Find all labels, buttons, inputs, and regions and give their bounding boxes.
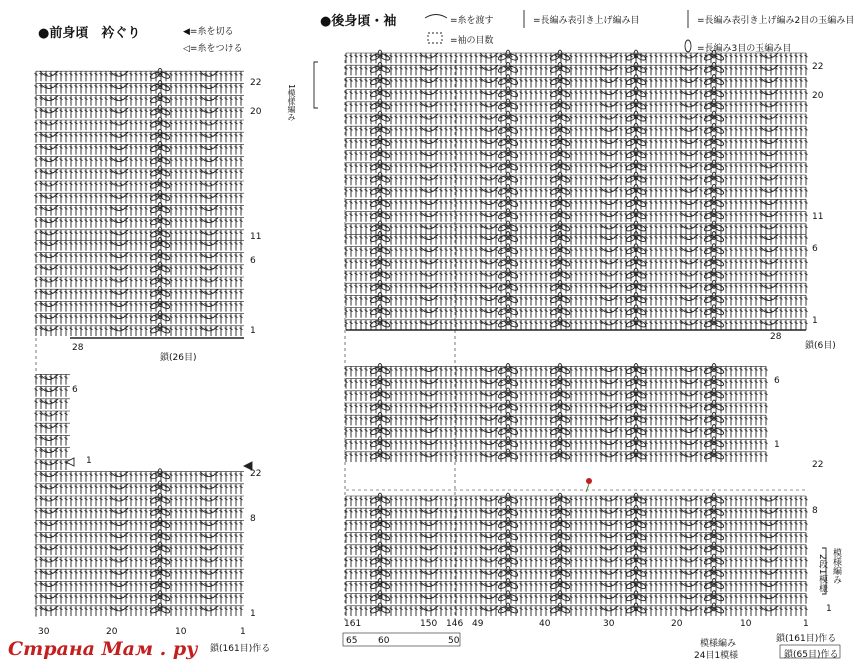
front-top-loop (110, 120, 128, 125)
front-bottom-loop (40, 484, 58, 489)
front-mid-loop (110, 314, 128, 319)
back-top-loop (760, 187, 778, 192)
front-neck-loop (40, 411, 58, 416)
front-top-loop (40, 108, 58, 113)
back-top-loop (760, 163, 778, 168)
front-bottom-loop (40, 472, 58, 477)
front-bottom-loop (200, 581, 218, 586)
back-top-loop (600, 224, 618, 229)
front-top-loop (110, 132, 128, 137)
front-bottom-loop (200, 557, 218, 562)
front-top-loop (110, 218, 128, 223)
front-top-loop (40, 71, 58, 76)
front-top-loop (110, 144, 128, 149)
front-bottom-loop (110, 533, 128, 538)
front-bottom-loop (200, 533, 218, 538)
front-top-loop (200, 169, 218, 174)
front-bottom-loop (200, 484, 218, 489)
front-top-loop (110, 96, 128, 101)
front-bottom-loop (200, 496, 218, 501)
front-mid-loop (110, 289, 128, 294)
front-bottom-loop (200, 569, 218, 574)
front-mid-loop (110, 253, 128, 258)
back-top-loop (600, 151, 618, 156)
back-top-loop (480, 138, 498, 143)
front-bottom-loop (200, 606, 218, 611)
back-top-loop (480, 224, 498, 229)
front-neck-loop (40, 460, 58, 465)
front-top-loop (40, 218, 58, 223)
back-top-loop (760, 199, 778, 204)
back-top-loop (600, 138, 618, 143)
front-top-loop (110, 108, 128, 113)
back-top-loop (680, 151, 698, 156)
front-mid-loop (200, 326, 218, 331)
front-neck-loop (40, 435, 58, 440)
front-mid-loop (110, 240, 128, 245)
front-bottom-loop (200, 520, 218, 525)
front-top-loop (110, 83, 128, 88)
front-mid-loop (200, 253, 218, 258)
front-top-loop (200, 193, 218, 198)
front-mid-loop (110, 301, 128, 306)
front-mid-loop (40, 314, 58, 319)
front-mid-loop (40, 277, 58, 282)
back-top-loop (680, 138, 698, 143)
front-top-loop (40, 193, 58, 198)
front-bottom-loop (40, 508, 58, 513)
front-top-loop (110, 205, 128, 210)
back-top-loop (760, 175, 778, 180)
front-top-loop (40, 181, 58, 186)
back-top-loop (600, 175, 618, 180)
front-mid-loop (200, 277, 218, 282)
front-bottom-loop (110, 557, 128, 562)
front-bottom-loop (110, 606, 128, 611)
front-neck-loop (40, 387, 58, 392)
front-bottom-loop (110, 484, 128, 489)
back-top-loop (420, 187, 438, 192)
front-bottom-loop (110, 472, 128, 477)
front-top-loop (200, 181, 218, 186)
front-mid-loop (110, 265, 128, 270)
front-bottom-loop (110, 545, 128, 550)
front-top-loop (40, 132, 58, 137)
front-mid-loop (200, 314, 218, 319)
back-top-loop (480, 187, 498, 192)
front-bottom-loop (110, 594, 128, 599)
back-top-loop (680, 199, 698, 204)
back-top-loop (760, 138, 778, 143)
front-mid-loop (40, 265, 58, 270)
front-top-loop (200, 83, 218, 88)
front-mid-loop (110, 277, 128, 282)
front-mid-loop (40, 289, 58, 294)
front-bottom-loop (40, 496, 58, 501)
back-top-loop (420, 224, 438, 229)
front-neck-loop (40, 374, 58, 379)
front-mid-loop (200, 240, 218, 245)
front-top-loop (200, 218, 218, 223)
front-bottom-loop (40, 533, 58, 538)
front-bottom-loop (40, 545, 58, 550)
front-top-loop (200, 144, 218, 149)
front-neck-loop (40, 423, 58, 428)
front-bottom-loop (110, 496, 128, 501)
front-neck-loop (40, 448, 58, 453)
back-top-loop (680, 224, 698, 229)
front-mid-loop (40, 301, 58, 306)
front-top-loop (40, 83, 58, 88)
back-top-loop (600, 163, 618, 168)
back-top-loop (600, 212, 618, 217)
front-mid-loop (110, 326, 128, 331)
front-top-loop (110, 181, 128, 186)
front-top-loop (110, 71, 128, 76)
front-mid-loop (40, 240, 58, 245)
front-bottom-loop (110, 508, 128, 513)
front-top-loop (200, 120, 218, 125)
front-top-loop (40, 169, 58, 174)
back-top-loop (480, 212, 498, 217)
back-top-loop (760, 151, 778, 156)
front-top-loop (40, 144, 58, 149)
front-top-loop (200, 96, 218, 101)
front-top-loop (200, 230, 218, 235)
front-mid-loop (200, 289, 218, 294)
front-top-loop (40, 230, 58, 235)
back-top-loop (680, 212, 698, 217)
front-top-loop (200, 205, 218, 210)
back-top-loop (760, 212, 778, 217)
back-top-loop (420, 138, 438, 143)
back-top-loop (760, 224, 778, 229)
back-top-loop (680, 187, 698, 192)
front-top-loop (40, 205, 58, 210)
back-top-loop (420, 212, 438, 217)
front-top-loop (200, 132, 218, 137)
front-top-loop (40, 120, 58, 125)
front-bottom-loop (40, 581, 58, 586)
front-top-loop (40, 157, 58, 162)
back-top-loop (600, 199, 618, 204)
front-top-loop (110, 157, 128, 162)
front-bottom-loop (110, 520, 128, 525)
front-top-loop (200, 71, 218, 76)
front-bottom-loop (110, 581, 128, 586)
front-top-loop (40, 96, 58, 101)
front-bottom-loop (200, 594, 218, 599)
front-bottom-loop (200, 508, 218, 513)
back-top-loop (680, 175, 698, 180)
front-bottom-loop (40, 557, 58, 562)
back-top-loop (480, 199, 498, 204)
front-bottom-loop (40, 569, 58, 574)
back-top-loop (420, 163, 438, 168)
front-mid-loop (40, 253, 58, 258)
back-top-loop (420, 199, 438, 204)
front-bottom-loop (40, 594, 58, 599)
front-bottom-loop (110, 569, 128, 574)
front-top-loop (200, 157, 218, 162)
front-top-loop (110, 193, 128, 198)
back-top-loop (600, 187, 618, 192)
front-top-loop (110, 230, 128, 235)
back-top-loop (480, 163, 498, 168)
back-top-loop (420, 151, 438, 156)
front-neck-loop (40, 399, 58, 404)
front-bottom-loop (40, 520, 58, 525)
front-bottom-loop (200, 545, 218, 550)
back-top-loop (680, 163, 698, 168)
front-mid-loop (40, 326, 58, 331)
front-mid-loop (200, 301, 218, 306)
back-top-loop (480, 151, 498, 156)
front-top-loop (200, 108, 218, 113)
back-top-loop (420, 175, 438, 180)
front-bottom-loop (200, 472, 218, 477)
back-top-loop (480, 175, 498, 180)
front-mid-loop (200, 265, 218, 270)
front-bottom-loop (40, 606, 58, 611)
front-top-loop (110, 169, 128, 174)
